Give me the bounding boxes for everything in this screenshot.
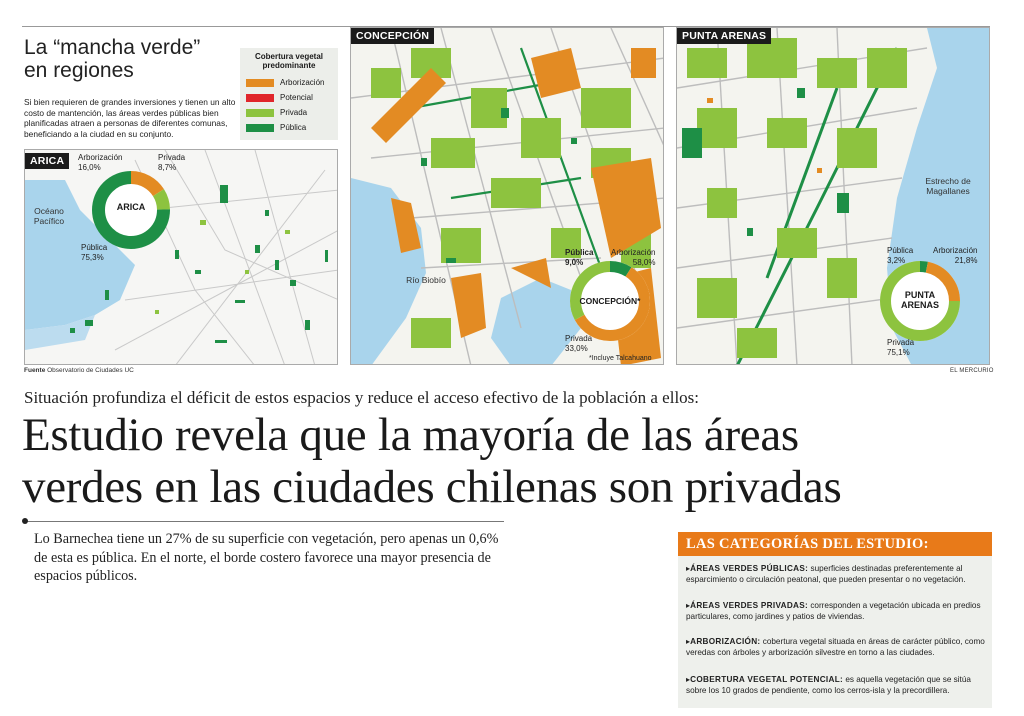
headline-line-1: Estudio revela que la mayoría de las áreas <box>22 409 799 461</box>
headline-line-2: verdes en las ciudades chilenas son privadas <box>22 461 842 513</box>
legend-swatch <box>246 79 274 87</box>
legend-item <box>246 90 332 105</box>
legend-item <box>246 120 332 135</box>
legend-label: Privada <box>280 108 308 117</box>
map-concepcion <box>350 27 664 365</box>
legend-swatch <box>246 109 274 117</box>
categories-title: LAS CATEGORÍAS DEL ESTUDIO: <box>678 532 992 556</box>
legend-swatch <box>246 124 274 132</box>
category-item: ▸ÁREAS VERDES PÚBLICAS: superficies destinadas preferentemente al esparcimiento o circulación peatonal, que pueden presentar o no vegetación. <box>686 564 966 584</box>
donut-label-publica: Pública 3,2% <box>887 246 914 265</box>
donut-label-arborizacion: Arborización 21,8% <box>933 246 978 265</box>
legend-label: Arborización <box>280 78 325 87</box>
lead-rule <box>24 521 504 522</box>
lead-paragraph: Lo Barnechea tiene un 27% de su superficie con vegetación, pero apenas un 0,6% de esta es pública. En el norte, el borde costero favorece una mayor presencia de espacios públicos. <box>34 531 499 584</box>
legend-label: Potencial <box>280 93 313 102</box>
legend-swatch <box>246 94 274 102</box>
donut-label-publica: Pública 9,0% <box>565 248 594 267</box>
credit: EL MERCURIO <box>950 368 994 374</box>
legend-label: Pública <box>280 123 307 132</box>
donut-center-arica: ARICA <box>116 202 146 212</box>
title-line-1: La “mancha verde” <box>24 36 201 59</box>
map-tag-arica: ARICA <box>25 153 69 169</box>
river-label: Río Biobío <box>406 275 446 285</box>
category-item: ▸COBERTURA VEGETAL POTENCIAL: es aquella vegetación que se sitúa sobre los 10 grados de pendiente, como los cerros-isla y la precordillera. <box>686 675 971 695</box>
legend-item <box>246 75 332 90</box>
infographic-description: Si bien requieren de grandes inversiones y tienen un alto costo de mantención, las áreas verdes públicas bien planificadas atraen a personas de diferentes comunas, beneficiando a la ciudad en su conjunto. <box>24 97 236 139</box>
infographic-title <box>24 36 224 82</box>
map-punta-arenas <box>676 27 990 365</box>
arica-map-graphic <box>25 150 338 365</box>
donut-label-arborizacion: Arborización 58,0% <box>611 248 656 267</box>
map-arica <box>24 149 338 365</box>
ocean-label: Océano Pacífico <box>33 206 65 226</box>
lead-bullet <box>22 518 28 524</box>
category-item: ▸ÁREAS VERDES PRIVADAS: corresponden a vegetación ubicada en predios particulares, como jardines y patios de viviendas. <box>686 601 981 621</box>
legend-item <box>246 105 332 120</box>
strait-label: Estrecho de Magallanes <box>925 176 971 196</box>
footnote: *Incluye Talcahuano <box>589 355 652 362</box>
map-tag-punta-arenas: PUNTA ARENAS <box>677 28 771 44</box>
donut-center-punta-arenas: PUNTA ARENAS <box>900 290 939 310</box>
donut-label-privada: Privada 33,0% <box>565 334 593 353</box>
donut-label-privada: Privada 75,1% <box>887 338 915 357</box>
legend-title: Cobertura vegetal predominante <box>254 52 324 70</box>
title-line-2: en regiones <box>24 59 134 82</box>
donut-label-publica: Pública 75,3% <box>81 243 108 262</box>
categories-box <box>678 532 992 708</box>
donut-label-privada: Privada 8,7% <box>158 153 186 172</box>
kicker: Situación profundiza el déficit de estos espacios y reduce el acceso efectivo de la población a ellos: <box>24 388 700 407</box>
legend <box>240 48 338 140</box>
map-tag-concepcion: CONCEPCIÓN <box>351 28 434 44</box>
source-line: Fuente Observatorio de Ciudades UC <box>24 367 134 374</box>
headline <box>22 409 1012 513</box>
category-item: ▸ARBORIZACIÓN: cobertura vegetal situada en áreas de carácter público, como veredas con árboles y arborización silvestre en torno a las ciudades. <box>686 637 985 657</box>
donut-label-arborizacion: Arborización 16,0% <box>78 153 123 172</box>
donut-center-concepcion: CONCEPCIÓN* <box>579 296 641 306</box>
